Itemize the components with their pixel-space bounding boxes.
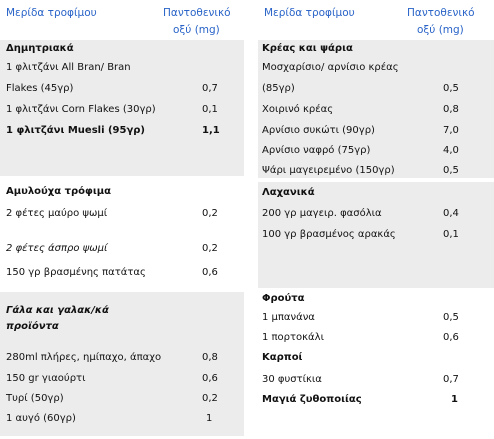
table-row-item: Flakes (45γρ)	[6, 83, 74, 94]
table-row-value: 0,2	[202, 243, 218, 254]
table-row-value: 0,5	[443, 165, 459, 176]
section-title: Καρποί	[262, 352, 303, 363]
right-value-header-line1: Παντοθενικό	[407, 7, 475, 19]
table-row-value: 0,2	[202, 393, 218, 404]
section-title: Φρούτα	[262, 293, 305, 304]
cereals-section	[0, 40, 244, 176]
table-row-item: 1 μπανάνα	[262, 312, 315, 323]
table-row-item: 2 φέτες μαύρο ψωμί	[6, 208, 108, 219]
table-row-item: 1 φλιτζάνι Muesli (95γρ)	[6, 125, 146, 136]
table-row-item: 280ml πλήρες, ημίπαχο, άπαχο	[6, 352, 162, 363]
table-row-value: 1,1	[202, 125, 220, 136]
section-title: Γάλα και γαλακ/κά	[6, 305, 109, 316]
table-row-value: 0,8	[443, 104, 459, 115]
section-title: Λαχανικά	[262, 187, 315, 198]
table-row-item: Αρνίσιο ναφρό (75γρ)	[262, 145, 371, 156]
dairy-section	[0, 292, 244, 436]
table-row-value: 0,2	[202, 208, 218, 219]
table-row-item: Τυρί (50γρ)	[6, 393, 64, 404]
section-title: Κρέας και ψάρια	[262, 43, 353, 54]
table-row-item: 1 φλιτζάνι All Bran/ Bran	[6, 62, 131, 73]
table-row-item: 1 αυγό (60γρ)	[6, 413, 76, 424]
table-row-value: 0,7	[443, 374, 459, 385]
left-item-header: Μερίδα τροφίμου	[6, 7, 97, 19]
table-row-item: Αρνίσιο συκώτι (90γρ)	[262, 125, 375, 136]
table-row-item: 100 γρ βρασμένος αρακάς	[262, 229, 396, 240]
table-row-value: 1	[451, 394, 458, 405]
table-row-item: 2 φέτες άσπρο ψωμί	[6, 243, 108, 254]
right-item-header: Μερίδα τροφίμου	[264, 7, 355, 19]
table-row-value: 4,0	[443, 145, 459, 156]
table-row-item: 200 γρ μαγειρ. φασόλια	[262, 208, 382, 219]
left-value-header-line1: Παντοθενικό	[163, 7, 231, 19]
starch-section	[0, 180, 244, 290]
table-row-value: 1	[206, 413, 213, 424]
table-row-value: 0,6	[202, 267, 218, 278]
section-title: Αμυλούχα τρόφιμα	[6, 186, 111, 197]
table-row-value: 7,0	[443, 125, 459, 136]
meat-section	[258, 40, 494, 178]
vegetables-section	[258, 182, 494, 288]
table-row-value: 0,4	[443, 208, 459, 219]
section-title: Μαγιά ζυθοποιίας	[262, 394, 362, 405]
table-row-value: 0,1	[443, 229, 459, 240]
table-row-item: 150 γρ βρασμένης πατάτας	[6, 267, 146, 278]
table-row-value: 0,6	[202, 373, 218, 384]
table-row-value: 0,6	[443, 332, 459, 343]
table-row-value: 0,7	[202, 83, 218, 94]
table-row-item: (85γρ)	[262, 83, 295, 94]
table-row-value: 0,8	[202, 352, 218, 363]
section-title-continued: προϊόντα	[6, 321, 59, 332]
table-row-item: Ψάρι μαγειρεμένο (150γρ)	[262, 165, 395, 176]
table-row-item: 1 φλιτζάνι Corn Flakes (30γρ)	[6, 104, 156, 115]
table-row-value: 0,5	[443, 83, 459, 94]
table-row-item: Μοσχαρίσιο/ αρνίσιο κρέας	[262, 62, 399, 73]
fruits-nuts-section	[258, 288, 494, 438]
section-title: Δημητριακά	[6, 43, 74, 54]
table-row-item: 150 gr γιαούρτι	[6, 373, 86, 384]
left-value-header-line2: οξύ (mg)	[173, 24, 220, 36]
table-row-item: Χοιρινό κρέας	[262, 104, 334, 115]
table-row-item: 1 πορτοκάλι	[262, 332, 324, 343]
table-row-item: 30 φυστίκια	[262, 374, 322, 385]
right-value-header-line2: οξύ (mg)	[417, 24, 464, 36]
table-row-value: 0,5	[443, 312, 459, 323]
table-row-value: 0,1	[202, 104, 218, 115]
